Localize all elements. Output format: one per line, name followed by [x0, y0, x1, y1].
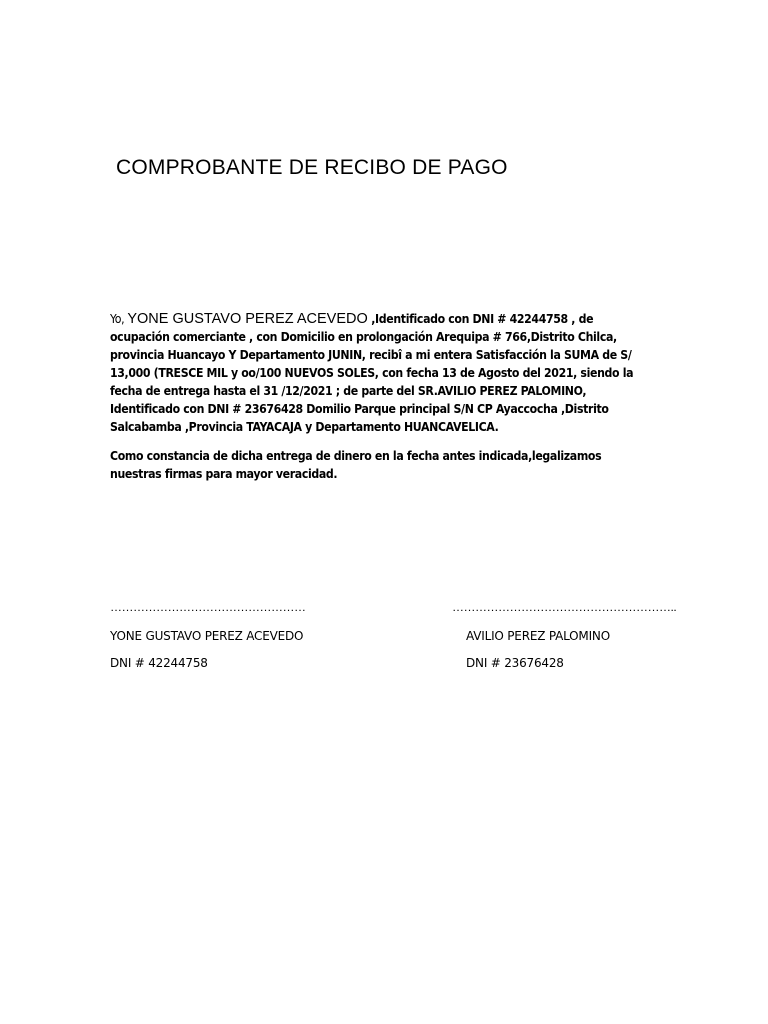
recipient-name: YONE GUSTAVO PEREZ ACEVEDO — [127, 311, 368, 327]
signer-dni-right: DNI # 23676428 — [466, 656, 564, 670]
constancy-paragraph: Como constancia de dicha entrega de dinero en la fecha antes indicada,legalizamos nuestras firmas para mayor veracidad. — [110, 449, 602, 481]
signer-dni-left: DNI # 42244758 — [110, 656, 208, 670]
signature-line-left: …………………………………………… — [110, 600, 306, 614]
receipt-body: ,Identificado con DNI # 42244758 , de ocupación comerciante , con Domicilio en prolongación Arequipa # 766,Distrito Chilca, provincia Huancayo Y Departamento JUNIN, recibî a mi entera Satisfacción la SUMA de S/ 13,000 (TRESCE MIL y oo/100 NUEVOS SOLES, con fecha 13 de Agosto del 2021, siendo la fecha de entrega hasta el 31 /12/2021 ; de parte del SR.AVILIO PEREZ PALOMINO, Identificado con DNI # 23676428 Domilio Parque principal S/N CP Ayaccocha ,Distrito Salcabamba ,Provincia TAYACAJA y Departamento HUANCAVELICA. — [110, 312, 634, 434]
receipt-paragraph — [110, 310, 650, 436]
document-title: COMPROBANTE DE RECIBO DE PAGO — [116, 156, 508, 179]
signer-name-right: AVILIO PEREZ PALOMINO — [466, 629, 610, 643]
signature-line-right: ………………………………………………….. — [452, 600, 677, 614]
paragraph-prefix: Yo, — [110, 312, 128, 326]
signer-name-left: YONE GUSTAVO PEREZ ACEVEDO — [110, 629, 304, 643]
